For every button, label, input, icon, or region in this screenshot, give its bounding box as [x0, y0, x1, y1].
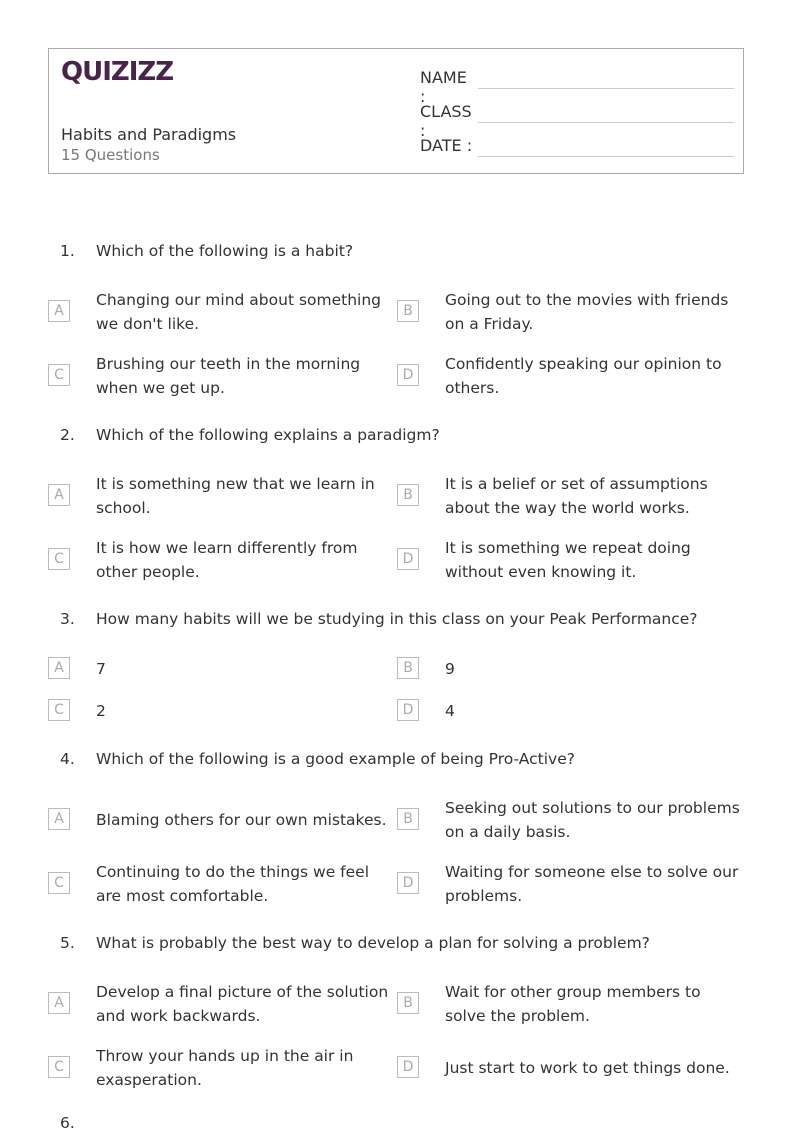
option-a-box[interactable]: A [48, 657, 70, 679]
option-c-text: Throw your hands up in the air in exasperation. [96, 1047, 354, 1089]
question-count: 15 Questions [61, 146, 160, 164]
class-label: CLASS : [420, 102, 472, 140]
quizizz-logo: QUIZIZZ [61, 57, 174, 87]
option-d-box[interactable]: D [397, 699, 419, 721]
option-d-text: 4 [445, 702, 455, 720]
question-text: Which of the following explains a paradigm? [96, 426, 440, 444]
option-c-box[interactable]: C [48, 548, 70, 570]
option-b-box[interactable]: B [397, 992, 419, 1014]
option-a-box[interactable]: A [48, 300, 70, 322]
option-d-box[interactable]: D [397, 1056, 419, 1078]
option-b-box[interactable]: B [397, 484, 419, 506]
option-c-text: Continuing to do the things we feel are most comfortable. [96, 863, 370, 905]
question-text: What is probably the best way to develop a plan for solving a problem? [96, 934, 650, 952]
option-b-box[interactable]: B [397, 300, 419, 322]
question-number: 5. [60, 934, 75, 952]
worksheet-title: Habits and Paradigms [61, 125, 237, 144]
worksheet-header [48, 48, 744, 174]
option-b-text: Going out to the movies with friends on a Friday. [445, 291, 729, 333]
date-line[interactable] [478, 156, 734, 157]
option-a-text: It is something new that we learn in school. [96, 475, 375, 517]
option-b-text: Seeking out solutions to our problems on a daily basis. [445, 799, 740, 841]
option-c-text: Brushing our teeth in the morning when we get up. [96, 355, 361, 397]
option-a-text: Develop a final picture of the solution and work backwards. [96, 983, 389, 1025]
option-b-text: Wait for other group members to solve the problem. [445, 983, 701, 1025]
class-line[interactable] [478, 122, 734, 123]
question-number: 1. [60, 242, 75, 260]
date-label: DATE : [420, 136, 473, 155]
option-a-box[interactable]: A [48, 992, 70, 1014]
option-c-box[interactable]: C [48, 872, 70, 894]
date-field [420, 136, 476, 155]
option-b-text: It is a belief or set of assumptions about the way the world works. [445, 475, 708, 517]
name-field [420, 68, 476, 106]
class-field [420, 102, 476, 140]
option-d-box[interactable]: D [397, 548, 419, 570]
option-a-text: Changing our mind about something we don't like. [96, 291, 382, 333]
question-6-number-cutoff: 6. [60, 1114, 75, 1132]
name-line[interactable] [478, 88, 734, 89]
question-number: 3. [60, 610, 75, 628]
option-b-text: 9 [445, 660, 455, 678]
option-d-text: Confidently speaking our opinion to others. [445, 355, 722, 397]
option-b-box[interactable]: B [397, 657, 419, 679]
name-label: NAME : [420, 68, 467, 106]
question-text: How many habits will we be studying in this class on your Peak Performance? [96, 610, 698, 628]
option-c-box[interactable]: C [48, 1056, 70, 1078]
option-c-box[interactable]: C [48, 699, 70, 721]
option-c-text: 2 [96, 702, 106, 720]
question-text: Which of the following is a good example of being Pro-Active? [96, 750, 575, 768]
option-c-box[interactable]: C [48, 364, 70, 386]
option-b-box[interactable]: B [397, 808, 419, 830]
option-d-text: Just start to work to get things done. [445, 1059, 730, 1077]
option-d-box[interactable]: D [397, 364, 419, 386]
option-d-text: Waiting for someone else to solve our problems. [445, 863, 739, 905]
option-a-text: Blaming others for our own mistakes. [96, 811, 387, 829]
option-a-box[interactable]: A [48, 484, 70, 506]
option-d-text: It is something we repeat doing without even knowing it. [445, 539, 691, 581]
option-a-text: 7 [96, 660, 106, 678]
question-number: 4. [60, 750, 75, 768]
question-text: Which of the following is a habit? [96, 242, 354, 260]
question-number: 2. [60, 426, 75, 444]
option-a-box[interactable]: A [48, 808, 70, 830]
option-d-box[interactable]: D [397, 872, 419, 894]
option-c-text: It is how we learn differently from other people. [96, 539, 358, 581]
